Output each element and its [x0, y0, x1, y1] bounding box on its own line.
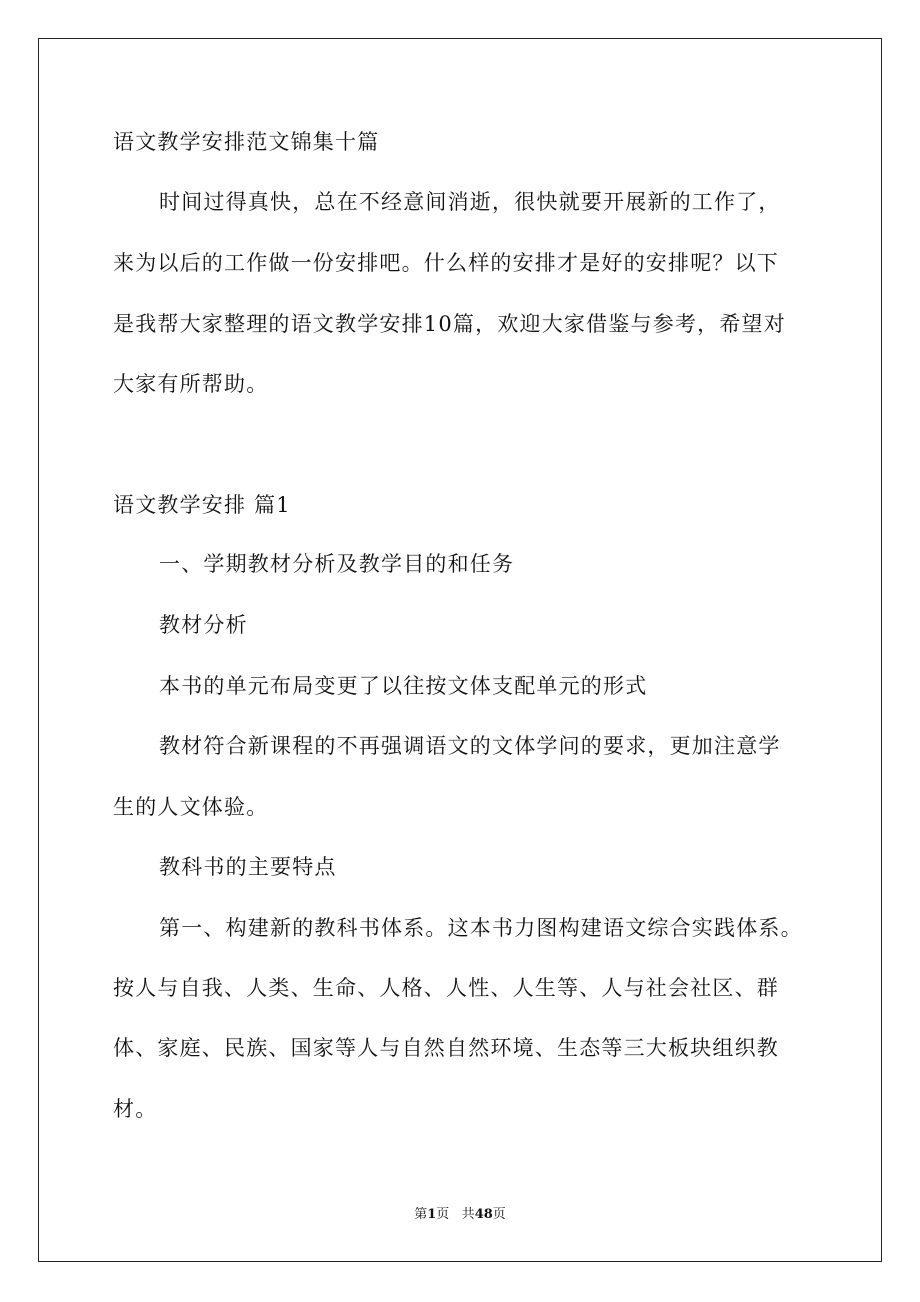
body-line-5: 生的人文体验。	[113, 795, 269, 819]
body-line-3: 本书的单元布局变更了以往按文体支配单元的形式	[159, 674, 648, 698]
footer-total-pages: 48	[474, 1207, 493, 1222]
intro-line-4: 大家有所帮助。	[113, 372, 269, 396]
page-frame	[38, 38, 882, 1262]
page-footer	[0, 1206, 920, 1224]
footer-total-prefix: 共	[461, 1207, 475, 1222]
body-line-7: 第一、构建新的教科书体系。这本书力图构建语文综合实践体系。	[159, 916, 803, 940]
body-line-4: 教材符合新课程的不再强调语文的文体学问的要求，更加注意学	[159, 734, 781, 758]
body-line-2: 教材分析	[159, 613, 248, 637]
footer-total-suffix: 页	[492, 1207, 506, 1222]
section-heading: 语文教学安排 篇1	[113, 493, 291, 517]
intro-line-2: 来为以后的工作做一份安排吧。什么样的安排才是好的安排呢？以下	[113, 251, 779, 275]
intro-line-1: 时间过得真快，总在不经意间消逝，很快就要开展新的工作了，	[159, 190, 781, 214]
footer-page-prefix: 第	[414, 1207, 428, 1222]
document-title: 语文教学安排范文锦集十篇	[113, 130, 380, 154]
intro-line-3: 是我帮大家整理的语文教学安排10篇，欢迎大家借鉴与参考，希望对	[113, 312, 786, 336]
body-line-9: 体、家庭、民族、国家等人与自然自然环境、生态等三大板块组织教	[113, 1036, 779, 1060]
body-line-1: 一、学期教材分析及教学目的和任务	[159, 552, 515, 576]
body-line-6: 教科书的主要特点	[159, 855, 337, 879]
footer-page-suffix: 页	[436, 1207, 450, 1222]
body-line-8: 按人与自我、人类、生命、人格、人性、人生等、人与社会社区、群	[113, 976, 779, 1000]
body-line-10: 材。	[113, 1097, 158, 1121]
footer-page-number: 1	[427, 1207, 437, 1222]
